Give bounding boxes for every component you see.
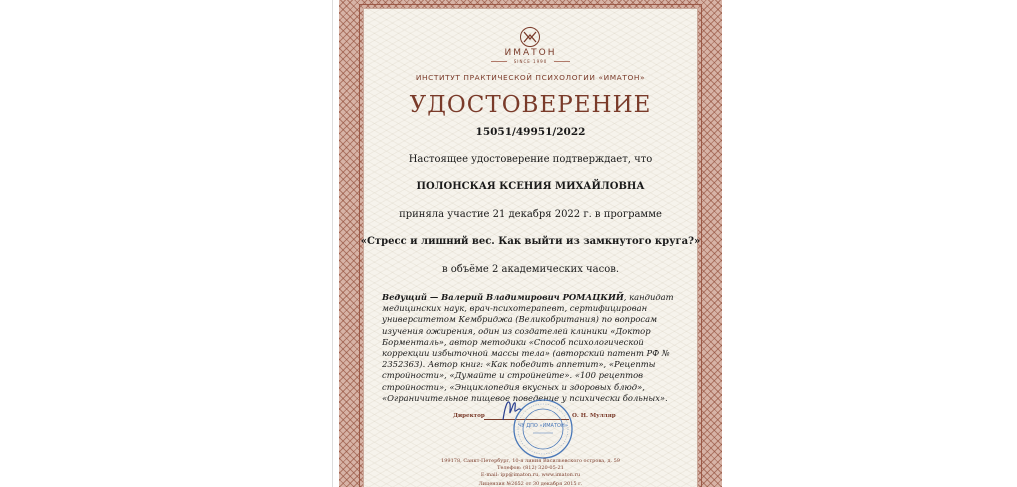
email-line: E-mail: ipp@imaton.ru, www.imaton.ru: [480, 472, 581, 478]
seal-text: ЧУ ДПО «ИМАТОН»: [518, 423, 568, 429]
seal-stamp-icon: [511, 397, 575, 461]
certificate-document: [339, 0, 722, 487]
host-bio: [382, 292, 680, 404]
document-title: УДОСТОВЕРЕНИЕ: [409, 92, 652, 118]
brand-since: SINCE 1990: [513, 59, 548, 64]
address-line: 199178, Санкт-Петербург, 10-я линия Васильевского острова, д. 59: [441, 458, 620, 464]
imaton-logo-icon: [519, 26, 541, 48]
viewer-divider: [332, 0, 333, 487]
institute-name: ИНСТИТУТ ПРАКТИЧЕСКОЙ ПСИХОЛОГИИ «ИМАТОН»: [415, 73, 646, 82]
volume-text: в объёме 2 академических часов.: [441, 264, 620, 275]
director-label: Директор: [453, 413, 485, 419]
host-name: Ведущий — Валерий Владимирович РОМАЦКИЙ: [382, 292, 624, 302]
recipient-name: ПОЛОНСКАЯ КСЕНИЯ МИХАЙЛОВНА: [416, 181, 645, 192]
program-title: «Стресс и лишний вес. Как выйти из замкнутого круга?»: [360, 236, 701, 247]
director-name: О. Н. Мулляр: [572, 413, 616, 419]
confirm-text: Настоящее удостоверение подтверждает, что: [408, 154, 653, 165]
license-text: Лицензия №2652 от 30 декабря 2015 г.: [478, 481, 583, 487]
since-divider-right: [554, 61, 570, 62]
participation-text: приняла участие 21 декабря 2022 г. в программе: [399, 209, 662, 220]
host-description: , кандидат медицинских наук, врач-психотерапевт, сертифицирован университетом Кембриджа (Великобритания) по вопросам изучения ожирения, один из создателей клиники «Доктор Борменталь», автор методики «Способ психологической коррекции избыточной массы тела» (авторский патент РФ № 2352363). Автор книг: «Как победить аппетит», «Рецепты стройности», «Думайте и стройнейте». «100 рецептов стройности», «Энциклопедия вкусных и здоровых блюд», «Ограничительное пищевое поведение у психически больных».: [382, 292, 674, 403]
document-number: 15051/49951/2022: [475, 126, 586, 138]
brand-name: ИМАТОН: [504, 48, 557, 58]
phone-line: Телефон: (812) 320-05-21: [497, 465, 564, 471]
address-block: [339, 458, 722, 479]
